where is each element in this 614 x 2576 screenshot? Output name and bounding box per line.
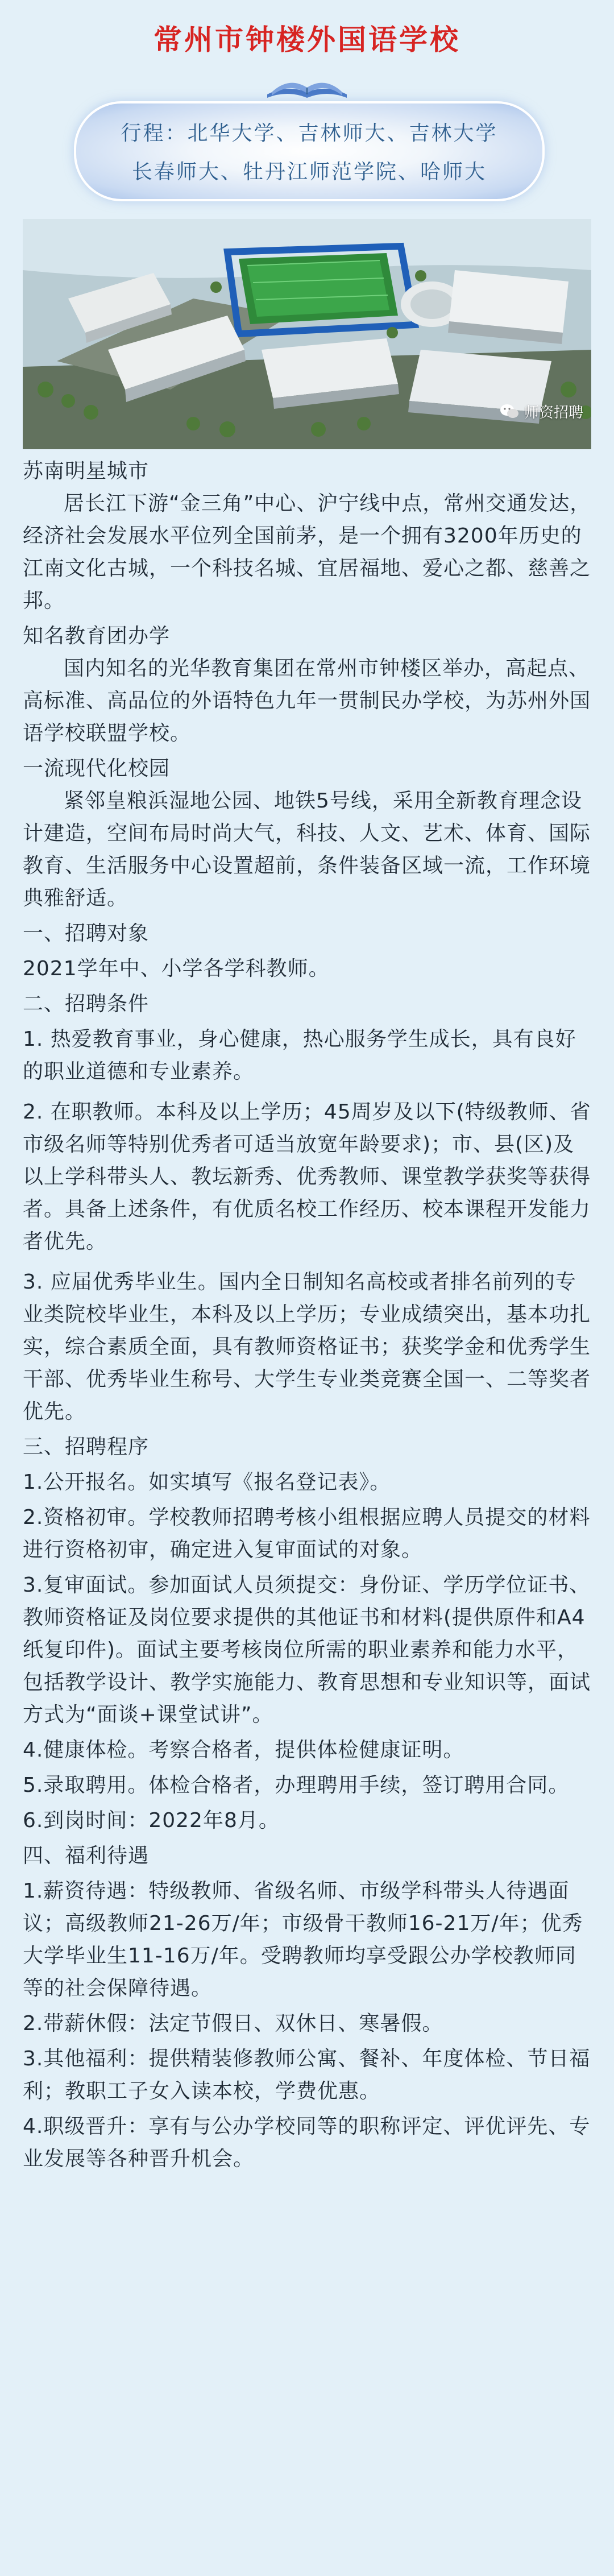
campus-aerial-photo: [23, 219, 591, 449]
section-heading: 知名教育团办学: [23, 624, 171, 648]
procedure-item: 6.到岗时间：2022年8月。: [23, 1809, 280, 1832]
procedure-item: 2.资格初审。学校教师招聘考核小组根据应聘人员提交的材料进行资格初审，确定进入复审面试的对象。: [23, 1506, 591, 1562]
procedure-item: 1.公开报名。如实填写《报名登记表》。: [23, 1471, 391, 1494]
article-body: [23, 455, 591, 2175]
recruit-target-heading: 一、招聘对象: [23, 922, 150, 945]
welfare-item: 4.职级晋升：享有与公办学校同等的职称评定、评优评先、专业发展等各种晋升机会。: [23, 2115, 591, 2171]
welfare-heading: 四、福利待遇: [23, 1844, 150, 1867]
recruit-conditions-heading: 二、招聘条件: [23, 992, 150, 1016]
section-paragraph: 紧邻皇粮浜湿地公园、地铁5号线，采用全新教育理念设计建造，空间布局时尚大气，科技、人文、艺术、体育、国际教育、生活服务中心设置超前，条件装备区域一流，工作环境典雅舒适。: [23, 789, 591, 910]
recruit-target-body: 2021学年中、小学各学科教师。: [23, 957, 330, 980]
procedure-item: 5.录取聘用。体检合格者，办理聘用手续，签订聘用合同。: [23, 1774, 570, 1797]
itinerary-line: 长春师大、牡丹江师范学院、哈师大: [131, 160, 487, 184]
welfare-item: 3.其他福利：提供精装修教师公寓、餐补、年度体检、节日福利；教职工子女入读本校，学费优惠。: [23, 2047, 591, 2103]
section-paragraph: 国内知名的光华教育集团在常州市钟楼区举办，高起点、高标准、高品位的外语特色九年一贯制民办学校，为苏州外国语学校联盟学校。: [23, 657, 591, 745]
recruit-procedure-heading: 三、招聘程序: [23, 1435, 150, 1459]
open-book-icon: [262, 67, 352, 101]
page-title: 常州市钟楼外国语学校: [154, 23, 460, 56]
procedure-item: 3.复审面试。参加面试人员须提交：身份证、学历学位证书、教师资格证及岗位要求提供的其他证书和材料(提供原件和A4纸复印件)。面试主要考核岗位所需的职业素养和能力水平，包括教学设计、教学实施能力、教育思想和专业知识等，面试方式为“面谈+课堂试讲”。: [23, 1573, 591, 1726]
itinerary-line: 行程：北华大学、吉林师大、吉林大学: [121, 122, 498, 145]
section-heading: 一流现代化校园: [23, 757, 171, 780]
condition-item: 3. 应届优秀毕业生。国内全日制知名高校或者排名前列的专业类院校毕业生，本科及以上学历；专业成绩突出，基本功扎实，综合素质全面，具有教师资格证书；获奖学金和优秀学生干部、优秀毕业生称号、大学生专业类竞赛全国一、二等奖者优先。: [23, 1270, 591, 1423]
chat-bubble-icon: [499, 403, 520, 420]
procedure-item: 4.健康体检。考察合格者，提供体检健康证明。: [23, 1738, 464, 1762]
section-heading: 苏南明星城市: [23, 459, 150, 483]
welfare-item: 1.薪资待遇：特级教师、省级名师、市级学科带头人待遇面议；高级教师21-26万/年；市级骨干教师16-21万/年；优秀大学毕业生11-16万/年。受聘教师均享受跟公办学校教师同等的社会保障待遇。: [23, 1879, 583, 2000]
welfare-item: 2.带薪休假：法定节假日、双休日、寒暑假。: [23, 2012, 443, 2035]
section-paragraph: 居长江下游“金三角”中心、沪宁线中点，常州交通发达，经济社会发展水平位列全国前茅，是一个拥有3200年历史的江南文化古城，一个科技名城、宜居福地、爱心之都、慈善之邦。: [23, 492, 591, 612]
condition-item: 1. 热爱教育事业，身心健康，热心服务学生成长，具有良好的职业道德和专业素养。: [23, 1028, 576, 1083]
condition-item: 2. 在职教师。本科及以上学历；45周岁及以下(特级教师、省市级名师等特别优秀者可适当放宽年龄要求)；市、县(区)及以上学科带头人、教坛新秀、优秀教师、课堂教学获奖等获得者。具备上述条件，有优质名校工作经历、校本课程开发能力者优先。: [23, 1100, 591, 1253]
itinerary-banner: [74, 101, 545, 201]
watermark-text: 师资招聘: [524, 404, 583, 421]
photo-watermark: [499, 401, 583, 422]
